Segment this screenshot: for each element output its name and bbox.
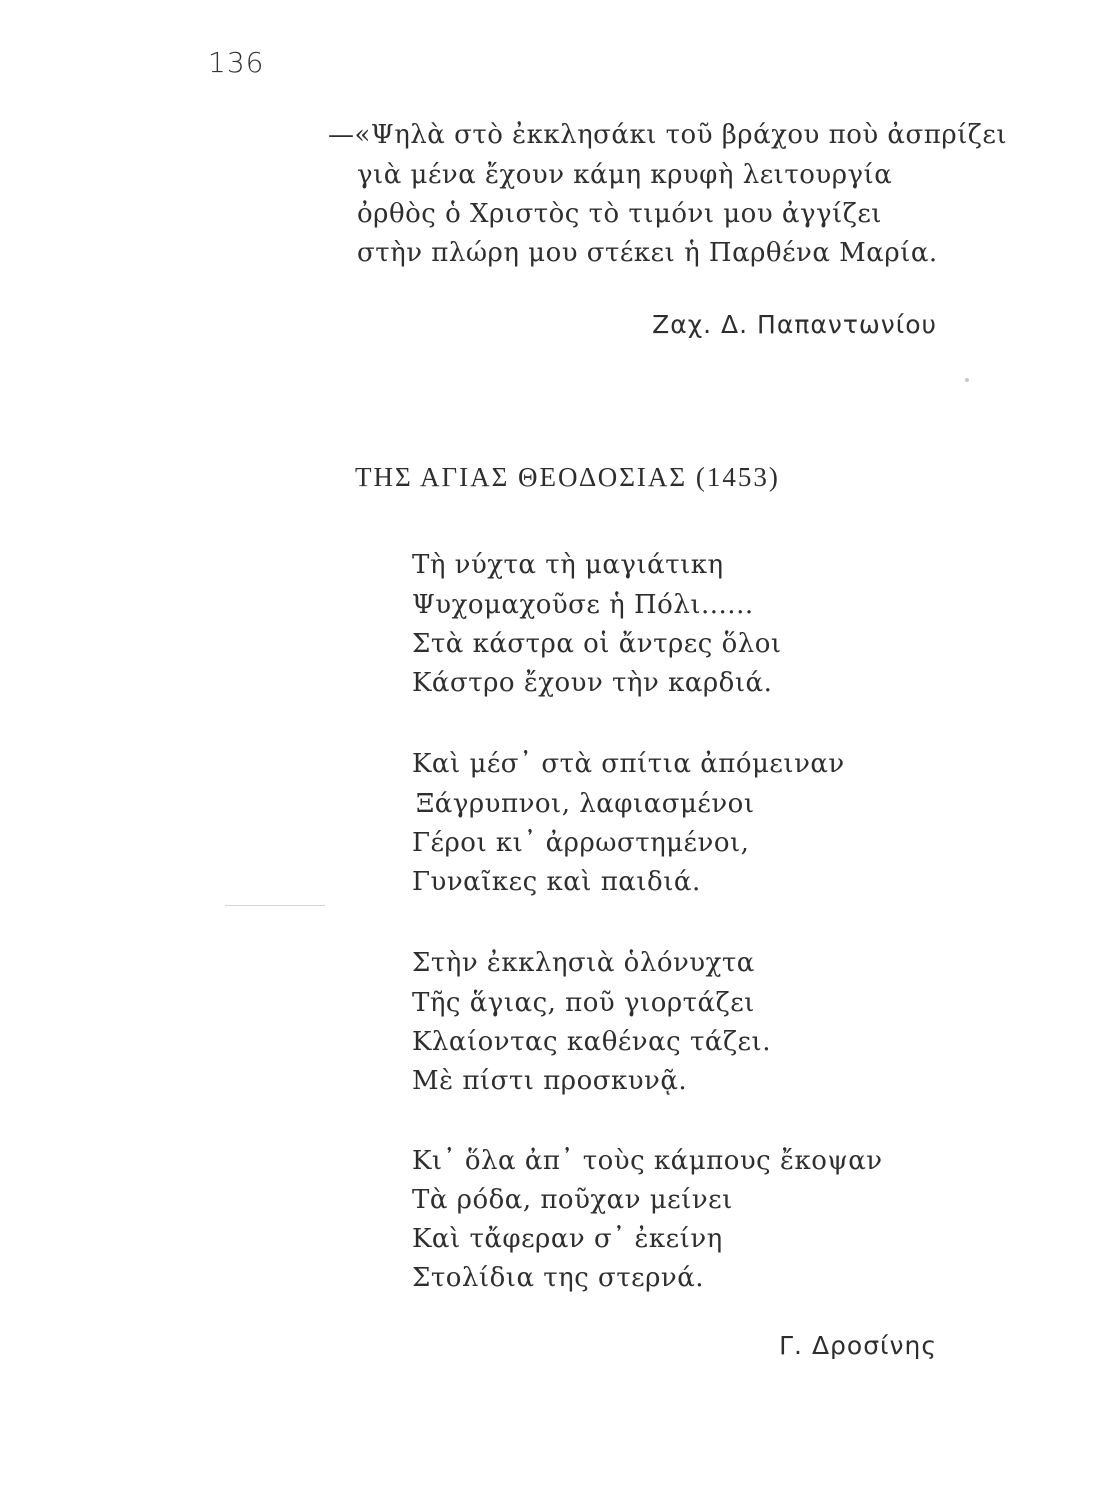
verse-line: Γέροι κι᾽ ἀρρωστημένοι, [412, 828, 750, 858]
poem-author: Γ. Δροσίνης [779, 1331, 937, 1360]
verse-line: στὴν πλώρη μου στέκει ἡ Παρθένα Μαρία. [357, 238, 938, 268]
verse-line: Τῆς ἅγιας, ποῦ γιορτάζει [412, 988, 755, 1018]
verse-line: Κι᾽ ὅλα ἀπ᾽ τοὺς κάμπους ἔκοψαν [412, 1146, 883, 1176]
print-speck [965, 378, 969, 382]
verse-line: Τὴ νύχτα τὴ μαγιάτικη [412, 550, 724, 580]
verse-line: Στολίδια της στερνά. [412, 1263, 705, 1293]
verse-line: Τὰ ρόδα, ποῦχαν μείνει [412, 1185, 733, 1215]
verse-line: Καὶ μέσ᾽ στὰ σπίτια ἀπόμειναν [412, 749, 845, 779]
faint-rule [225, 905, 325, 906]
previous-poem-author: Ζαχ. Δ. Παπαντωνίου [652, 310, 937, 339]
verse-line: Στὴν ἐκκλησιὰ ὁλόνυχτα [412, 948, 755, 978]
verse-line: Ξάγρυπνοι, λαφιασμένοι [416, 789, 755, 819]
verse-line: Μὲ πίστι προσκυνᾷ. [412, 1066, 688, 1096]
verse-line: γιὰ μένα ἔχουν κάμη κρυφὴ λειτουργία [357, 160, 893, 190]
page-number: 136 [208, 46, 265, 79]
verse-line: Καὶ τἄφεραν σ᾽ ἐκείνη [412, 1224, 723, 1254]
poem-title: ΤΗΣ ΑΓΙΑΣ ΘΕΟΔΟΣΙΑΣ (1453) [355, 462, 780, 492]
verse-line: Στὰ κάστρα οἱ ἄντρες ὅλοι [412, 629, 782, 659]
verse-line: Γυναῖκες καὶ παιδιά. [412, 867, 701, 897]
verse-line: Ψυχομαχοῦσε ἡ Πόλι...... [412, 590, 754, 620]
verse-line: Κλαίοντας καθένας τάζει. [412, 1027, 771, 1057]
verse-line: Κάστρο ἔχουν τὴν καρδιά. [412, 668, 773, 698]
verse-line: —«Ψηλὰ στὸ ἐκκλησάκι τοῦ βράχου ποὺ ἀσπρίζει [328, 120, 1008, 150]
verse-line: ὀρθὸς ὁ Χριστὸς τὸ τιμόνι μου ἀγγίζει [357, 199, 882, 229]
